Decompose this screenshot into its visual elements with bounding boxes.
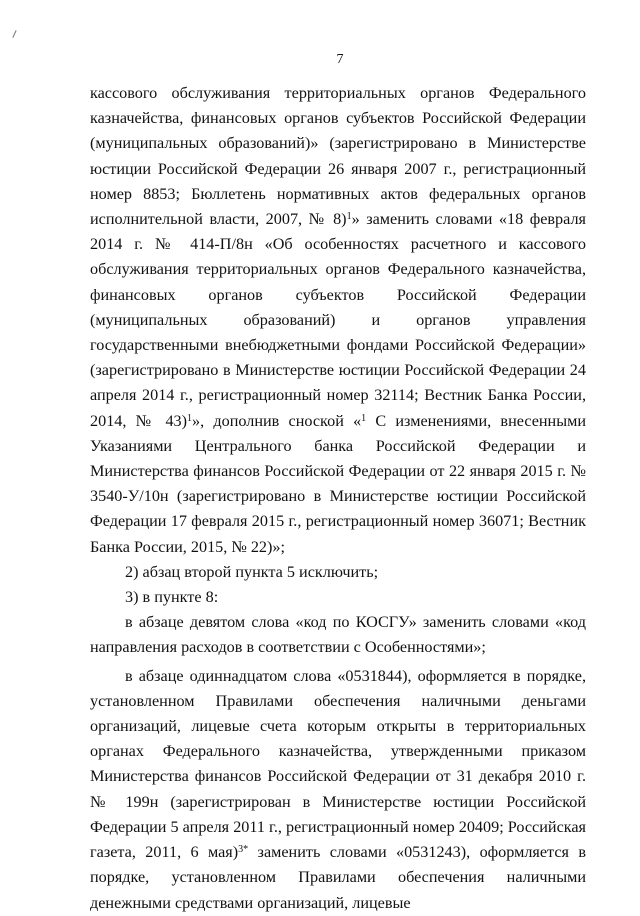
body-paragraph <box>90 81 586 560</box>
paragraph-text: кассового обслуживания территориальных органов Федерального казначейства, финансовых органов субъектов Российской Федерации (муниципальных образований)» (зарегистрировано в Министерстве юстиции Российской Федерации 26 января 2007 г., регистрационный номер 8853; Бюллетень нормативных актов федеральных органов исполнительной власти, 2007, № 8) <box>90 84 586 229</box>
footnote-marker: 1 <box>346 211 352 223</box>
paragraph-text: в абзаце девятом слова «код по КОСГУ» заменить словами «код направления расходов в соответствии с Особенностями»; <box>90 613 586 657</box>
paragraph-text: в абзаце одиннадцатом слова «0531844), оформляется в порядке, установленном Правилами обеспечения наличными деньгами организаций, лицевые счета которым открыты в территориальных органах Федерального казначейства, утвержденными приказом Министерства финансов Российской Федерации от 31 декабря 2010 г. № 199н (зарегистрирован в Министерстве юстиции Российской Федерации 5 апреля 2011 г., регистрационный номер 20409; Российская газета, 2011, 6 мая) <box>90 666 586 862</box>
footnote-marker: 3* <box>238 844 249 856</box>
footnote-marker: 1 <box>187 412 193 424</box>
scan-artifact-mark <box>12 30 16 38</box>
body-paragraph <box>90 664 586 916</box>
paragraph-text: », дополнив сноской « <box>192 411 362 430</box>
body-paragraph <box>90 585 586 610</box>
paragraph-text: 2) абзац второй пункта 5 исключить; <box>125 562 379 581</box>
document-body <box>90 81 586 916</box>
paragraph-text: » заменить словами «18 февраля 2014 г. № 414-П/8н «Об особенностях расчетного и кассового обслуживания территориальных органов Федерального казначейства, финансовых органов субъектов Российской Федерации (муниципальных образований) и органов управления государственными внебюджетными фондами Российской Федерации» (зарегистрировано в Министерстве юстиции Российской Федерации 24 апреля 2014 г., регистрационный номер 32114; Вестник Банка России, 2014, № 43) <box>90 210 586 430</box>
paragraph-text: С изменениями, внесенными Указаниями Центрального банка Российской Федерации и Министерства финансов Российской Федерации от 22 января 2015 г. № 3540-У/10н (зарегистрировано в Министерстве юстиции Российской Федерации 17 февраля 2015 г., регистрационный номер 36071; Вестник Банка России, 2015, № 22)»; <box>90 411 587 556</box>
paragraph-text: 3) в пункте 8: <box>125 588 219 607</box>
body-paragraph <box>90 610 586 660</box>
footnote-marker: 1 <box>361 412 367 424</box>
page-number: 7 <box>336 52 344 67</box>
body-paragraph <box>90 560 586 585</box>
paragraph-text: заменить словами «0531243), оформляется в порядке, установленном Правилами обеспечения наличными денежными средствами организаций, лицевые <box>90 843 586 912</box>
